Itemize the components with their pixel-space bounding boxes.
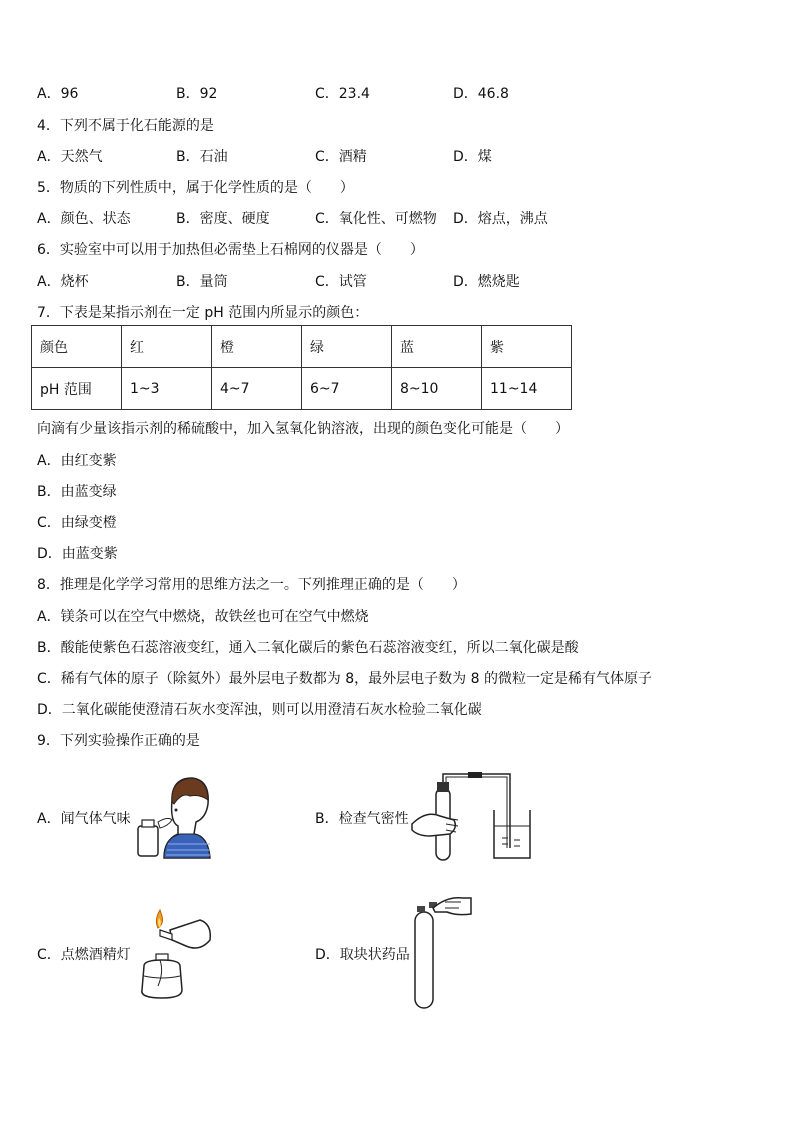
q3-option-a: A．96 — [37, 86, 79, 102]
alcohol-lamp-illustration — [130, 906, 215, 1001]
q5-option-a: A．颜色、状态 — [37, 211, 131, 227]
q7-option-b: B．由蓝变绿 — [37, 484, 117, 500]
q4-option-a: A．天然气 — [37, 149, 103, 165]
q5-option-c: C．氧化性、可燃物 — [315, 211, 437, 227]
q9-option-c: C．点燃酒精灯 — [37, 947, 131, 963]
q4-option-b: B．石油 — [176, 149, 228, 165]
q6-stem: 6．实验室中可以用于加热但必需垫上石棉网的仪器是（ ） — [37, 242, 424, 258]
table-cell: 橙 — [212, 326, 302, 368]
q8-option-a: A．镁条可以在空气中燃烧，故铁丝也可在空气中燃烧 — [37, 609, 369, 625]
table-cell: pH 范围 — [32, 368, 122, 410]
q4-option-d: D．煤 — [453, 149, 492, 165]
table-cell: 4~7 — [212, 368, 302, 410]
q8-option-b: B．酸能使紫色石蕊溶液变红，通入二氧化碳后的紫色石蕊溶液变红，所以二氧化碳是酸 — [37, 640, 579, 656]
q8-stem: 8．推理是化学学习常用的思维方法之一。下列推理正确的是（ ） — [37, 577, 466, 593]
q5-option-d: D．熔点，沸点 — [453, 211, 548, 227]
table-cell: 颜色 — [32, 326, 122, 368]
q3-option-d: D．46.8 — [453, 86, 509, 102]
table-cell: 8~10 — [392, 368, 482, 410]
q9-option-b: B．检查气密性 — [315, 811, 409, 827]
q7-stem: 7．下表是某指示剂在一定 pH 范围内所显示的颜色： — [37, 305, 369, 321]
q6-option-a: A．烧杯 — [37, 274, 89, 290]
q5-option-b: B．密度、硬度 — [176, 211, 270, 227]
smell-gas-illustration — [134, 770, 214, 860]
q9-stem: 9．下列实验操作正确的是 — [37, 733, 200, 749]
q3-option-b: B．92 — [176, 86, 218, 102]
table-row — [32, 368, 572, 410]
q6-option-c: C．试管 — [315, 274, 367, 290]
q8-option-d: D．二氧化碳能使澄清石灰水变浑浊，则可以用澄清石灰水检验二氧化碳 — [37, 702, 482, 718]
q7-option-c: C．由绿变橙 — [37, 515, 117, 531]
block-reagent-illustration — [405, 892, 475, 1010]
q5-stem: 5．物质的下列性质中，属于化学性质的是（ ） — [37, 180, 354, 196]
q6-option-d: D．燃烧匙 — [453, 274, 520, 290]
table-cell: 1~3 — [122, 368, 212, 410]
q8-option-c: C．稀有气体的原子（除氦外）最外层电子数都为 8，最外层电子数为 8 的微粒一定是稀有气体原子 — [37, 671, 652, 687]
ph-color-table — [31, 325, 572, 410]
q3-option-c: C．23.4 — [315, 86, 370, 102]
airtightness-check-illustration — [410, 770, 535, 865]
table-cell: 蓝 — [392, 326, 482, 368]
table-cell: 红 — [122, 326, 212, 368]
q6-option-b: B．量筒 — [176, 274, 228, 290]
q7-option-d: D．由蓝变紫 — [37, 546, 118, 562]
q9-option-d: D．取块状药品 — [315, 947, 410, 963]
table-cell: 6~7 — [302, 368, 392, 410]
table-row — [32, 326, 572, 368]
q4-stem: 4．下列不属于化石能源的是 — [37, 118, 214, 134]
table-cell: 11~14 — [482, 368, 572, 410]
q4-option-c: C．酒精 — [315, 149, 367, 165]
q7-followup: 向滴有少量该指示剂的稀硫酸中，加入氢氧化钠溶液，出现的颜色变化可能是（ ） — [37, 421, 569, 437]
q9-option-a: A．闻气体气味 — [37, 811, 131, 827]
table-cell: 绿 — [302, 326, 392, 368]
q7-option-a: A．由红变紫 — [37, 453, 117, 469]
table-cell: 紫 — [482, 326, 572, 368]
